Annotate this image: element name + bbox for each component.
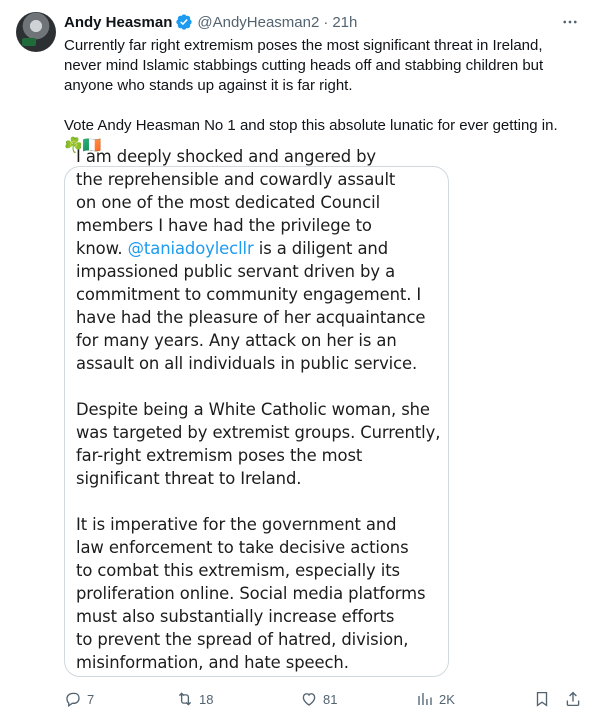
- avatar[interactable]: [16, 12, 56, 52]
- image-line-top: I am deeply shocked and angered by: [76, 147, 377, 166]
- reply-count: 7: [87, 691, 95, 707]
- image-know-prefix: know.: [76, 239, 128, 258]
- image-line: members I have had the privilege to: [76, 216, 372, 235]
- image-mention: @taniadoylecllr: [127, 239, 254, 258]
- views-button[interactable]: [416, 690, 455, 708]
- repost-button[interactable]: [176, 690, 213, 708]
- image-line: on one of the most dedicated Council: [76, 193, 381, 212]
- views-count: 2K: [439, 691, 455, 707]
- views-icon: [416, 690, 434, 708]
- reply-icon: [64, 690, 82, 708]
- share-button[interactable]: [564, 690, 582, 708]
- handle[interactable]: @AndyHeasman2: [197, 13, 320, 31]
- bookmark-button[interactable]: [533, 690, 551, 708]
- more-icon[interactable]: [560, 12, 580, 32]
- separator-dot: ·: [323, 13, 329, 31]
- image-paragraph-3: It is imperative for the government and law enforcement to take decisive actions to combat this extremism, especially its proliferation online. Social media platforms must also substantially increase efforts to prevent the spread of hatred, division, misinformation, and hate speech.: [76, 515, 426, 672]
- image-know-suffix: is a diligent and: [253, 239, 389, 258]
- timestamp[interactable]: 21h: [332, 13, 358, 31]
- image-paragraph-2: Despite being a White Catholic woman, she was targeted by extremist groups. Currently, far-right extremism poses the most significant threat to Ireland.: [76, 400, 441, 488]
- verified-badge-icon: [175, 13, 193, 31]
- bookmark-icon: [533, 690, 551, 708]
- share-icon: [564, 690, 582, 708]
- display-name[interactable]: Andy Heasman: [64, 13, 173, 31]
- like-button[interactable]: [300, 690, 337, 708]
- tweet-image[interactable]: [64, 147, 449, 677]
- image-line: the reprehensible and cowardly assault: [76, 170, 396, 189]
- repost-count: 18: [199, 691, 214, 707]
- image-text: [76, 145, 446, 674]
- reply-button[interactable]: [64, 690, 94, 708]
- like-icon: [300, 690, 318, 708]
- image-paragraph-1-rest: impassioned public servant driven by a commitment to community engagement. I have had the pleasure of her acquaintance for many years. Any attack on her is an assault on all individuals in public service.: [76, 262, 426, 373]
- tweet-header: [64, 12, 357, 32]
- like-count: 81: [323, 691, 338, 707]
- avatar-badge: [22, 38, 36, 46]
- repost-icon: [176, 690, 194, 708]
- action-bar: [64, 690, 584, 712]
- tweet-text: Currently far right extremism poses the most significant threat in Ireland, never mind Islamic stabbings cutting heads off and stabbing children but anyone who stands up against it is far right. Vote Andy Heasman No 1 and stop this absolute lunatic for ever getting in. ☘️🇮🇪: [64, 37, 558, 154]
